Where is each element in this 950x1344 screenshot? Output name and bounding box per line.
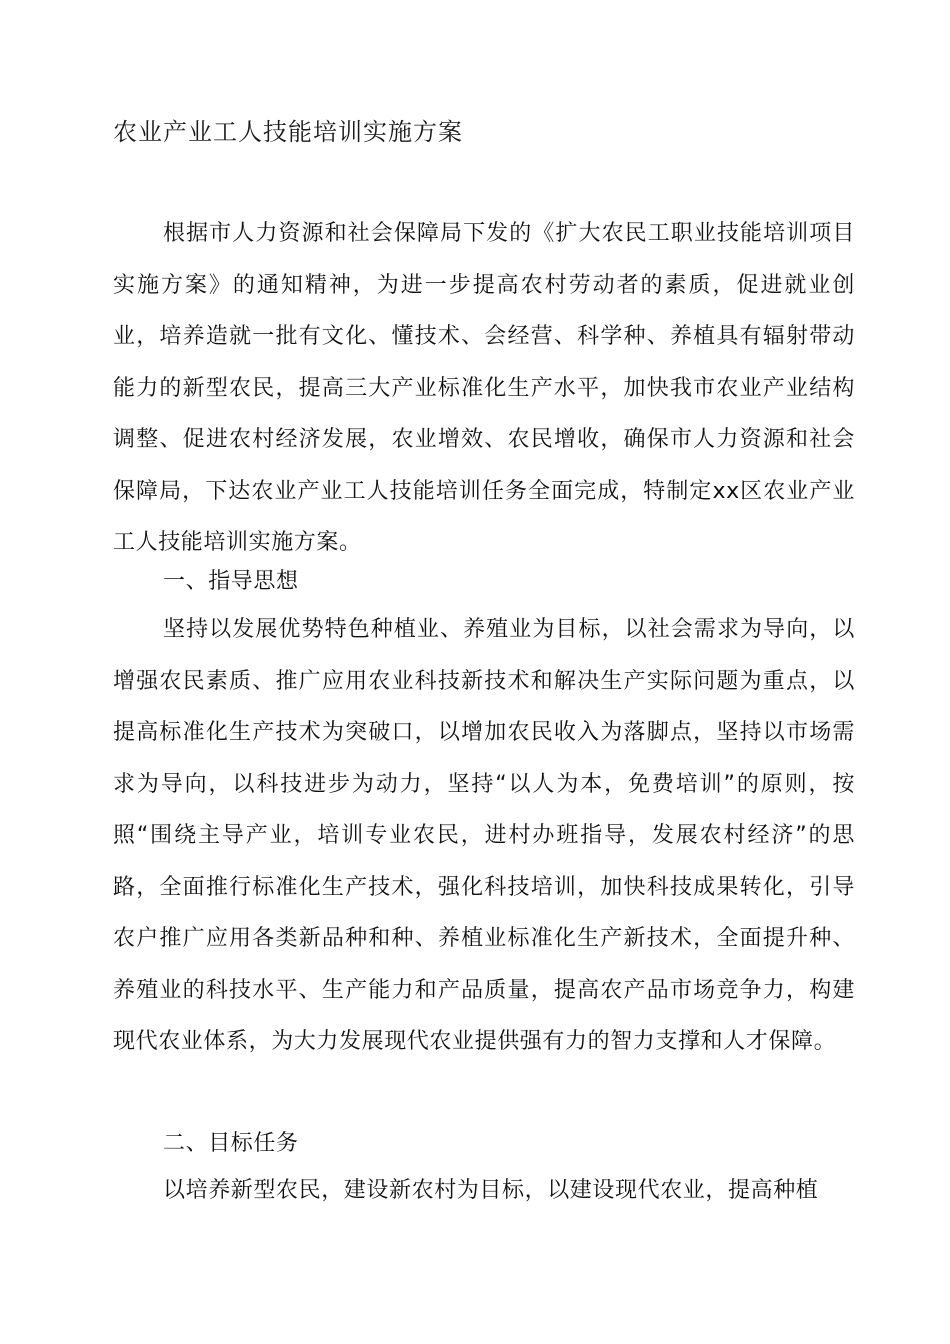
section-heading-goals-tasks: 二、目标任务 [163, 1131, 299, 1156]
section-paragraph-goals-tasks: 以培养新型农民，建设新农村为目标，以建设现代农业，提高种植 [163, 1178, 819, 1203]
intro-paragraph: 根据市人力资源和社会保障局下发的《扩大农民工职业技能培训项目实施方案》的通知精神，为进一步提高农村劳动者的素质，促进就业创业，培养造就一批有文化、懂技术、会经营、科学种、养植具有辐射带动能力的新型农民，提高三大产业标准化生产水平，加快我市农业产业结构调整、促进农村经济发展，农业增效、农民增收，确保市人力资源和社会保障局，下达农业产业工人技能培训任务全面完成，特制定xx区农业产业工人技能培训实施方案。 [113, 221, 855, 555]
document-title: 农业产业工人技能培训实施方案 [113, 118, 463, 146]
section-paragraph-guiding-ideology: 坚持以发展优势特色种植业、养殖业为目标，以社会需求为导向，以增强农民素质、推广应用农业科技新技术和解决生产实际问题为重点，以提高标准化生产技术为突破口，以增加农民收入为落脚点，坚持以市场需求为导向，以科技进步为动力，坚持“以人为本，免费培训”的原则，按照“围绕主导产业，培训专业农民，进村办班指导，发展农村经济”的思路，全面推行标准化生产技术，强化科技培训，加快科技成果转化，引导农户推广应用各类新品种和种、养植业标准化生产新技术，全面提升种、养殖业的科技水平、生产能力和产品质量，提高农产品市场竞争力，构建现代农业体系，为大力发展现代农业提供强有力的智力支撑和人才保障。 [113, 617, 855, 1054]
section-heading-guiding-ideology: 一、指导思想 [163, 569, 299, 594]
